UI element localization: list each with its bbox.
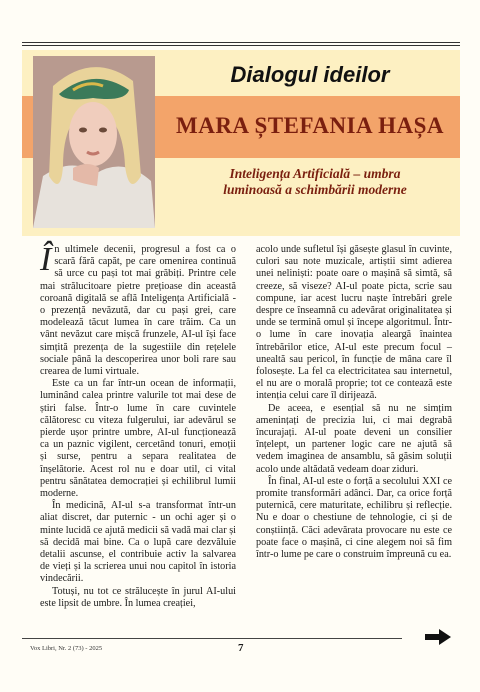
arrow-right-icon[interactable] <box>423 627 453 647</box>
publication-info: Vox Libri, Nr. 2 (73) - 2025 <box>30 645 103 652</box>
article-column-right <box>256 244 452 561</box>
article-subtitle: Inteligența Artificială – umbra luminoasă a schimbării moderne <box>223 166 407 197</box>
author-portrait-image <box>33 56 155 228</box>
paragraph: În ultimele decenii, progresul a fost ca o scară fără capăt, pe care omenirea continuă să urce cu pași tot mai grăbiți. Printre cele mai strălucitoare pietre prețioase din această coroană digitală se află Inteligența Artificială - o prezență nevăzută, dar cu pași grei, care modelează tăcut lumea în care trăim. Ca un vânt nevăzut care mișcă frunzele, AI-ul își face simțită prezența de la sugestiile din rețelele sociale până la descoperirea unor boli rare sau crearea de lumi virtuale. <box>40 241 236 378</box>
paragraph: Este ca un far într-un ocean de informații, luminând calea printre valurile tot mai dese de știri false. Într-o lume în care cuvintele călătoresc cu viteza fulgerului, iar adevărul se pierde ușor printre umbre, AI-ul funcționează ca un paznic vigilent, cercetând tonuri, emoții și surse, pentru a separa realitatea de înșelătorie. Acest rol nu e doar util, ci vital pentru sănătatea democrației și echilibrul lumii moderne. <box>40 378 236 500</box>
page-number: 7 <box>238 642 244 654</box>
section-title: Dialogul ideilor <box>230 62 390 87</box>
article-column-left <box>40 241 236 610</box>
author-photo <box>33 56 155 228</box>
paragraph: În final, AI-ul este o forță a secolului XXI ce promite transformări adânci. Dar, ca orice forță puternică, cere maturitate, echilibru și reflecție. Nu e doar o chestiune de tehnologie, ci și de conștiință. Căci adevărata provocare nu este ce poate face o mașină, ci cine alegem noi să fim într-o lume pe care o construim împreună cu ea. <box>256 475 452 561</box>
top-rule-lower <box>22 45 460 46</box>
paragraph: Totuși, nu tot ce strălucește în jurul AI-ului este lipsit de umbre. În lumea creației, <box>40 585 236 609</box>
paragraph: acolo unde sufletul își găsește glasul în cuvinte, culori sau note muzicale, artiștii simt adierea unei neliniști: poate oare o mașină să simtă, să creeze, să viseze? AI-ul poate picta, scrie sau compune, iar acest lucru naște întrebări grele despre ce înseamnă cu adevărat originalitatea și unde se termină omul și începe algoritmul. Într-o lume în care inovația aleargă înaintea întrebărilor etice, AI-ul este precum focul – unealtă sau pericol, în funcție de mâna care îl folosește. La fel ca electricitatea sau internetul, el nu are o morală proprie; tot ce contează este intenția celui care îl dirijează. <box>256 244 452 402</box>
paragraph: De aceea, e esențial să nu ne simțim amenințați de precizia lui, ci mai degrabă încurajați. AI-ul poate deveni un consilier înțelept, un partener logic care ne ajută să vedem imaginea de ansamblu, să găsim soluții acolo unde altădată vedeam doar ziduri. <box>256 402 452 475</box>
author-name: MARA ȘTEFANIA HAȘA <box>176 113 444 138</box>
top-rule <box>22 42 460 43</box>
footer-rule <box>22 638 402 639</box>
drop-cap: Î <box>40 241 52 278</box>
paragraph: În medicină, AI-ul s-a transformat într-un aliat discret, dar puternic - un ochi ager și o minte lucidă ce ajută medicii să vadă mai clar și să decidă mai bine. Ca o lupă care dezvăluie detalii ascunse, el contribuie activ la salvarea de vieți și la scrierea unui nou capitol în istoria vindecării. <box>40 500 236 585</box>
